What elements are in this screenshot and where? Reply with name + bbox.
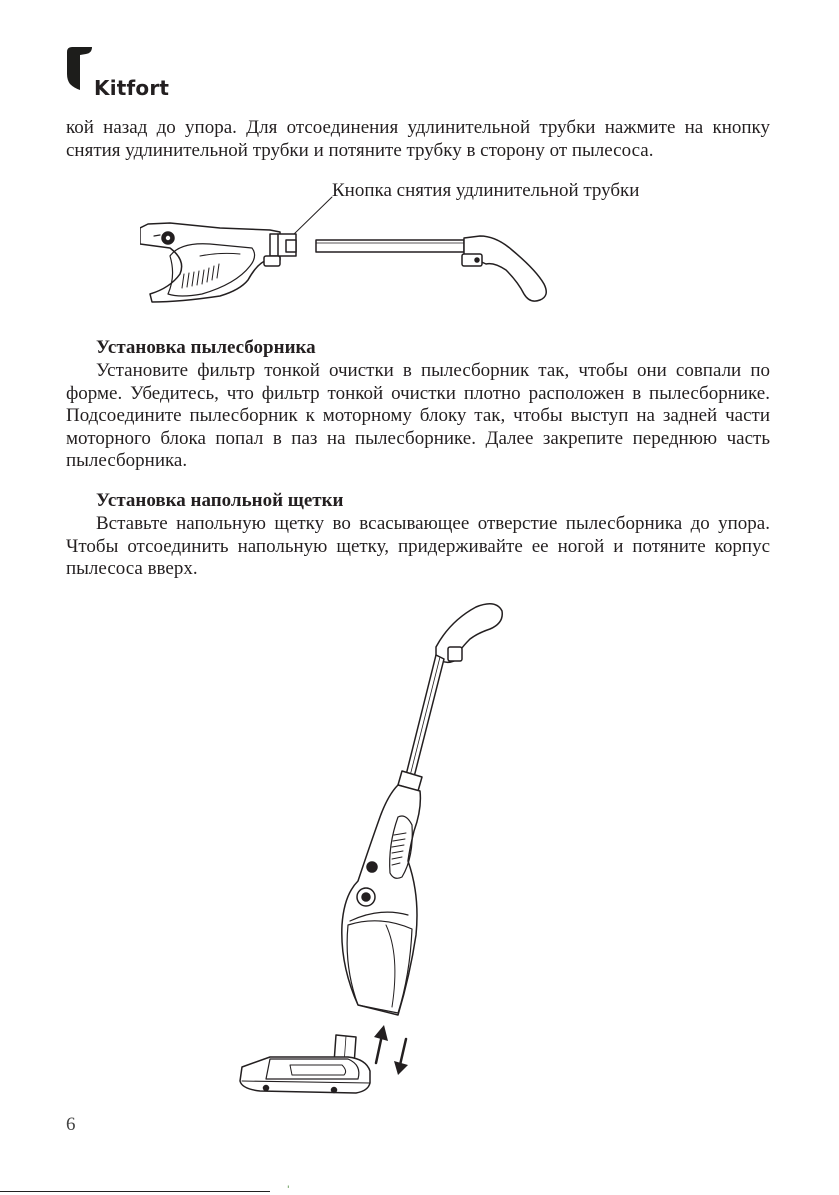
release-button-callout: Кнопка снятия удлинительной трубки	[332, 180, 640, 201]
extension-tube-removal-illustration	[140, 190, 560, 310]
intro-paragraph: кой назад до упора. Для отсоединения удлинительной трубки нажмите на кнопку снятия удлинительной трубки и потяните трубку в сторону от пылесоса.	[66, 117, 770, 161]
vacuum-handle-grip	[436, 604, 502, 663]
section-body-dustbin: Установите фильтр тонкой очистки в пылесборник так, чтобы они совпали по форме. Убедитесь, что фильтр тонкой очистки плотно расположен в пылесборнике. Подсоедините пылесборник к моторному блоку так, чтобы выступ на задней части моторного блока попал в паз на пылесборнике. Далее закрепите переднюю часть пылесборника.	[66, 360, 770, 471]
brand-logo	[66, 46, 186, 106]
callout-leader-line	[292, 197, 332, 236]
brand-name: Kitfort	[94, 76, 170, 100]
tube-handle	[464, 236, 546, 301]
section-body-floor-brush: Вставьте напольную щетку во всасывающее отверстие пылесборника до упора. Чтобы отсоединить напольную щетку, придерживайте ее ногой и потяните корпус пылесоса вверх.	[66, 513, 770, 579]
kitfort-logo-icon	[66, 46, 96, 96]
direction-arrows-icon	[374, 1025, 408, 1075]
vacuum-power-button-icon	[367, 862, 377, 872]
bottom-divider	[0, 1191, 270, 1192]
page-number: 6	[66, 1114, 76, 1135]
floor-brush-installation-illustration	[230, 595, 520, 1115]
handle-grip-ribs	[182, 264, 219, 288]
section-heading-dustbin: Установка пылесборника	[96, 337, 316, 358]
handle-body	[140, 223, 280, 302]
extension-tube	[316, 240, 464, 252]
scan-mark-icon: ꞌ	[287, 1185, 290, 1195]
section-heading-floor-brush: Установка напольной щетки	[96, 490, 344, 511]
